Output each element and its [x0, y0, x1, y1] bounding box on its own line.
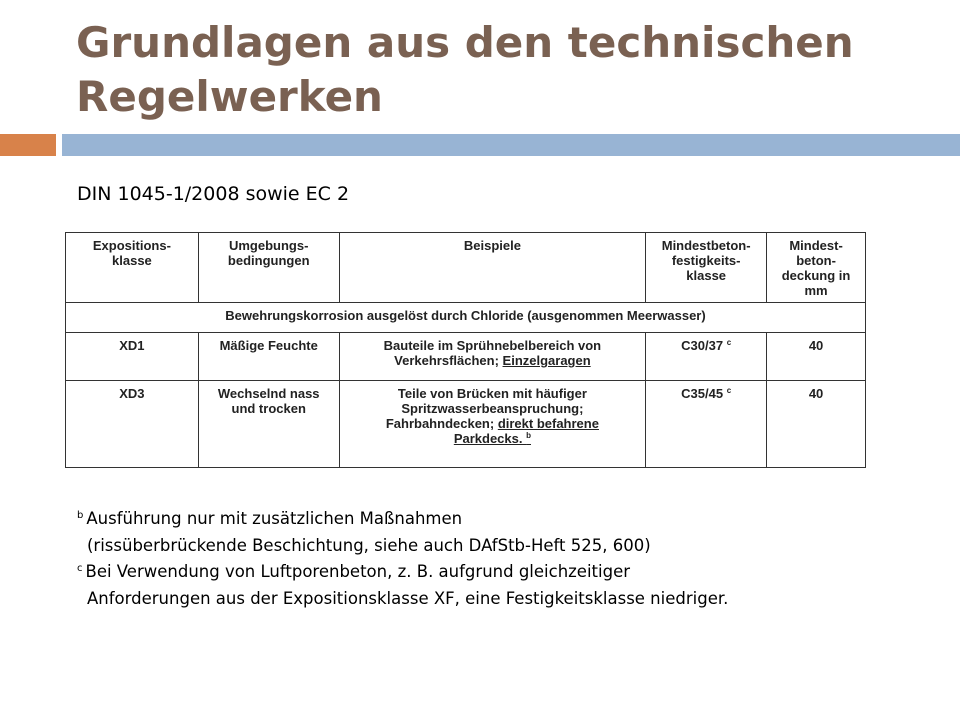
underlined-text: direkt befahrene [497, 416, 599, 431]
table-row [66, 333, 866, 381]
table-header-row [66, 233, 866, 303]
header-mindestbetondeckung: Mindest- beton- deckung in mm [767, 233, 866, 303]
cell-beispiel: Bauteile im Sprühnebelbereich von Verkehrsflächen; Einzelgaragen [339, 333, 646, 381]
accent-bar-blue [62, 134, 960, 156]
footnote-ref-b: b [526, 431, 531, 440]
exposure-class-table [65, 232, 866, 468]
footnote-marker-b: b [77, 510, 84, 521]
footnote-b-continuation: (rissüberbrückende Beschichtung, siehe auch DAfStb-Heft 525, 600) [87, 535, 651, 555]
cell-festigkeit: C35/45 $^c$ [646, 381, 767, 468]
footnotes [77, 506, 937, 612]
cell-umgebung: Wechselnd nass und trocken [198, 381, 339, 468]
table-row [66, 381, 866, 468]
slide-title-line-2: Regelwerken [76, 72, 383, 121]
table-section-row [66, 303, 866, 333]
cell-beispiel: Teile von Brücken mit häufiger Spritzwasserbeanspruchung; Fahrbahndecken; direkt befahrene Parkdecks. $^b$ [339, 381, 646, 468]
footnote-c-continuation: Anforderungen aus der Expositionsklasse XF, eine Festigkeitsklasse niedriger. [87, 588, 729, 608]
footnote-b: $^b$ Ausführung nur mit zusätzlichen Maßnahmen [77, 509, 463, 528]
section-title-chloride: Bewehrungskorrosion ausgelöst durch Chloride (ausgenommen Meerwasser) [66, 303, 866, 333]
slide-title-line-1: Grundlagen aus den technischen [76, 18, 854, 67]
norm-subtitle: DIN 1045-1/2008 sowie EC 2 [77, 183, 350, 205]
header-mindestbetonfestigkeitsklasse: Mindestbeton- festigkeits- klasse [646, 233, 767, 303]
slide-title [76, 16, 936, 124]
footnote-c: $^c$ Bei Verwendung von Luftporenbeton, z. B. aufgrund gleichzeitiger [77, 562, 631, 581]
underlined-text: Parkdecks. $^b$ [453, 431, 531, 446]
footnote-marker-c: c [77, 563, 83, 574]
cell-klasse: XD3 [66, 381, 199, 468]
footnote-ref-c: c [726, 386, 732, 395]
cell-deckung: 40 [767, 381, 866, 468]
header-umgebungsbedingungen: Umgebungs- bedingungen [198, 233, 339, 303]
cell-umgebung: Mäßige Feuchte [198, 333, 339, 381]
header-beispiele: Beispiele [339, 233, 646, 303]
footnote-ref-c: c [726, 338, 732, 347]
cell-festigkeit: C30/37 $^c$ [646, 333, 767, 381]
underlined-text: Einzelgaragen [502, 353, 591, 368]
accent-bar-orange [0, 134, 56, 156]
cell-klasse: XD1 [66, 333, 199, 381]
header-expositionsklasse: Expositions- klasse [66, 233, 199, 303]
cell-deckung: 40 [767, 333, 866, 381]
